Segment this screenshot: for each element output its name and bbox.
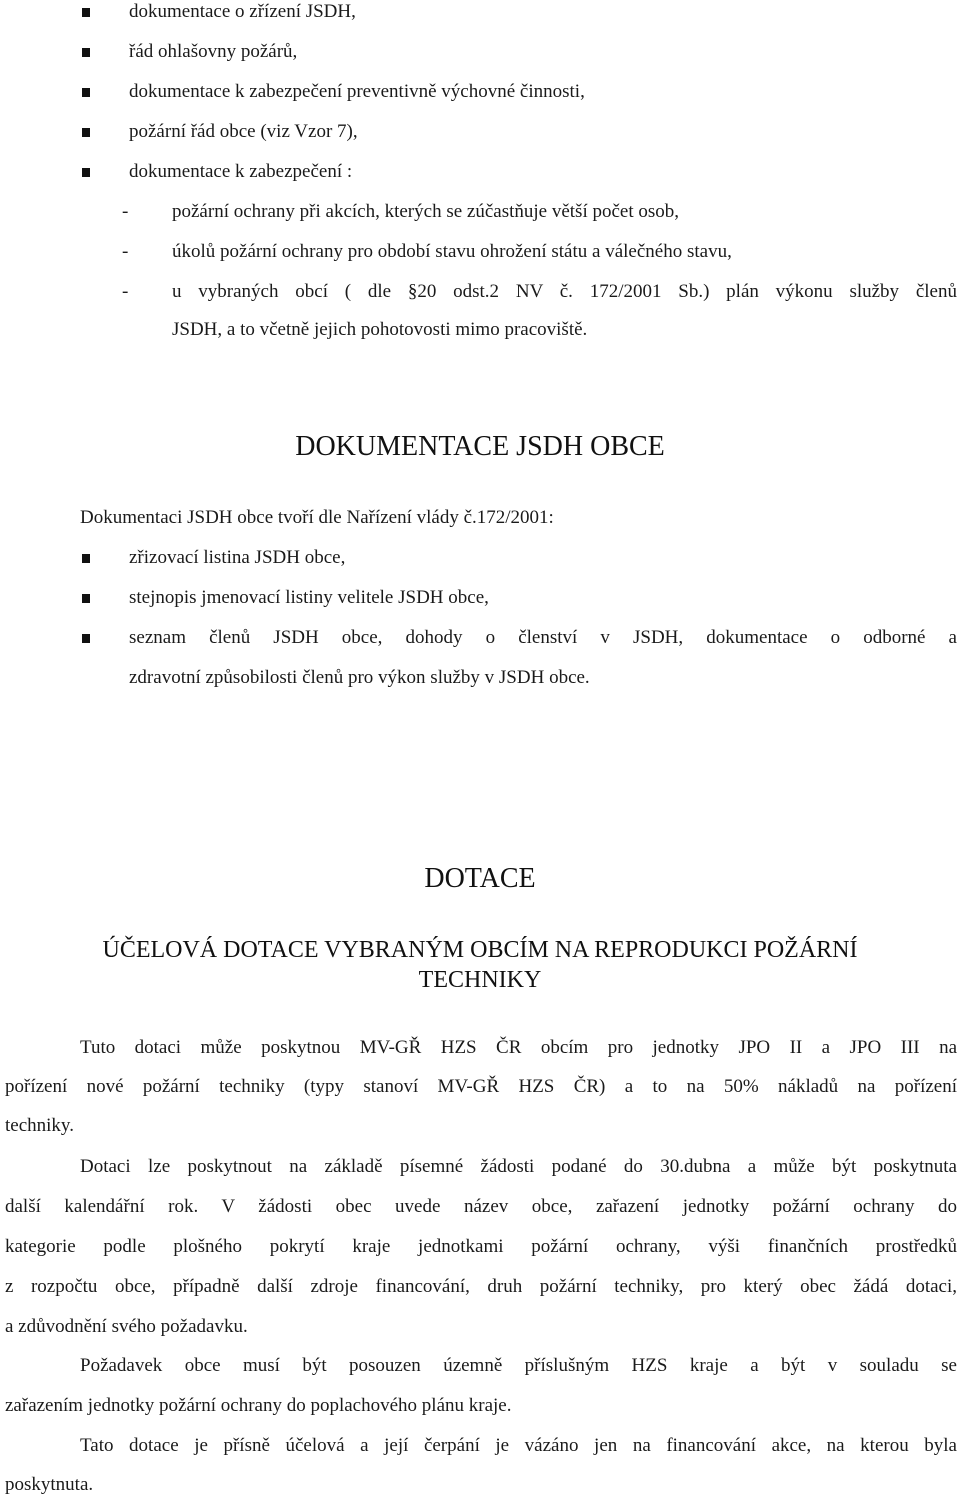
dash-marker: - (122, 241, 129, 262)
square-bullet-icon (82, 554, 90, 563)
paragraph-line: pořízení nové požární techniky (typy stanoví MV-GŘ HZS ČR) a to na 50% nákladů na pořízení (5, 1076, 957, 1097)
list-item: řád ohlašovny požárů, (129, 41, 298, 62)
list-item: dokumentace k zabezpečení : (129, 161, 353, 182)
dash-list-item: požární ochrany při akcích, kterých se zúčastňuje větší počet osob, (172, 201, 680, 222)
section-subtitle-line2: TECHNIKY (418, 967, 542, 993)
paragraph-line: Tato dotace je přísně účelová a její čerpání je vázáno jen na financování akce, na kterou byla (80, 1435, 957, 1456)
square-bullet-icon (82, 168, 90, 177)
paragraph-line: a zdůvodnění svého požadavku. (5, 1316, 248, 1337)
paragraph-line: další kalendářní rok. V žádosti obec uvede název obce, zařazení jednotky požární ochrany do (5, 1196, 957, 1217)
section-intro: Dokumentaci JSDH obce tvoří dle Nařízení vlády č.172/2001: (80, 507, 554, 528)
section-subtitle-line1: ÚČELOVÁ DOTACE VYBRANÝM OBCÍM NA REPRODUKCI POŽÁRNÍ (102, 937, 858, 963)
paragraph-line: zařazením jednotky požární ochrany do poplachového plánu kraje. (5, 1395, 512, 1416)
paragraph-line: Tuto dotaci může poskytnou MV-GŘ HZS ČR obcím pro jednotky JPO II a JPO III na (80, 1037, 957, 1058)
dash-list-item: úkolů požární ochrany pro období stavu ohrožení státu a válečného stavu, (172, 241, 732, 262)
square-bullet-icon (82, 88, 90, 97)
list-item: zřizovací listina JSDH obce, (129, 547, 346, 568)
section-title-dokumentace: DOKUMENTACE JSDH OBCE (295, 431, 665, 462)
list-item: dokumentace o zřízení JSDH, (129, 1, 356, 22)
list-item: požární řád obce (viz Vzor 7), (129, 121, 358, 142)
section-title-dotace: DOTACE (424, 863, 536, 894)
paragraph-line: Dotaci lze poskytnout na základě písemné žádosti podané do 30.dubna a může být poskytnuta (80, 1156, 957, 1177)
paragraph-line: techniky. (5, 1115, 74, 1136)
square-bullet-icon (82, 8, 90, 17)
dash-list-item: u vybraných obcí ( dle §20 odst.2 NV č. 172/2001 Sb.) plán výkonu služby členů (172, 281, 957, 302)
square-bullet-icon (82, 594, 90, 603)
dash-list-item-continuation: JSDH, a to včetně jejich pohotovosti mimo pracoviště. (172, 319, 588, 340)
dash-marker: - (122, 201, 129, 222)
list-item: stejnopis jmenovací listiny velitele JSDH obce, (129, 587, 489, 608)
paragraph-line: kategorie podle plošného pokrytí kraje jednotkami požární ochrany, výši finančních prostředků (5, 1236, 957, 1257)
paragraph-line: poskytnuta. (5, 1474, 94, 1495)
square-bullet-icon (82, 48, 90, 57)
paragraph-line: Požadavek obce musí být posouzen územně příslušným HZS kraje a být v souladu se (80, 1355, 957, 1376)
square-bullet-icon (82, 128, 90, 137)
dash-marker: - (122, 281, 129, 302)
list-item-continuation: zdravotní způsobilosti členů pro výkon služby v JSDH obce. (129, 667, 590, 688)
paragraph-line: z rozpočtu obce, případně další zdroje financování, druh požární techniky, pro který obec žádá dotaci, (5, 1276, 957, 1297)
square-bullet-icon (82, 634, 90, 643)
list-item: dokumentace k zabezpečení preventivně výchovné činnosti, (129, 81, 585, 102)
list-item: seznam členů JSDH obce, dohody o členství v JSDH, dokumentace o odborné a (129, 627, 957, 648)
